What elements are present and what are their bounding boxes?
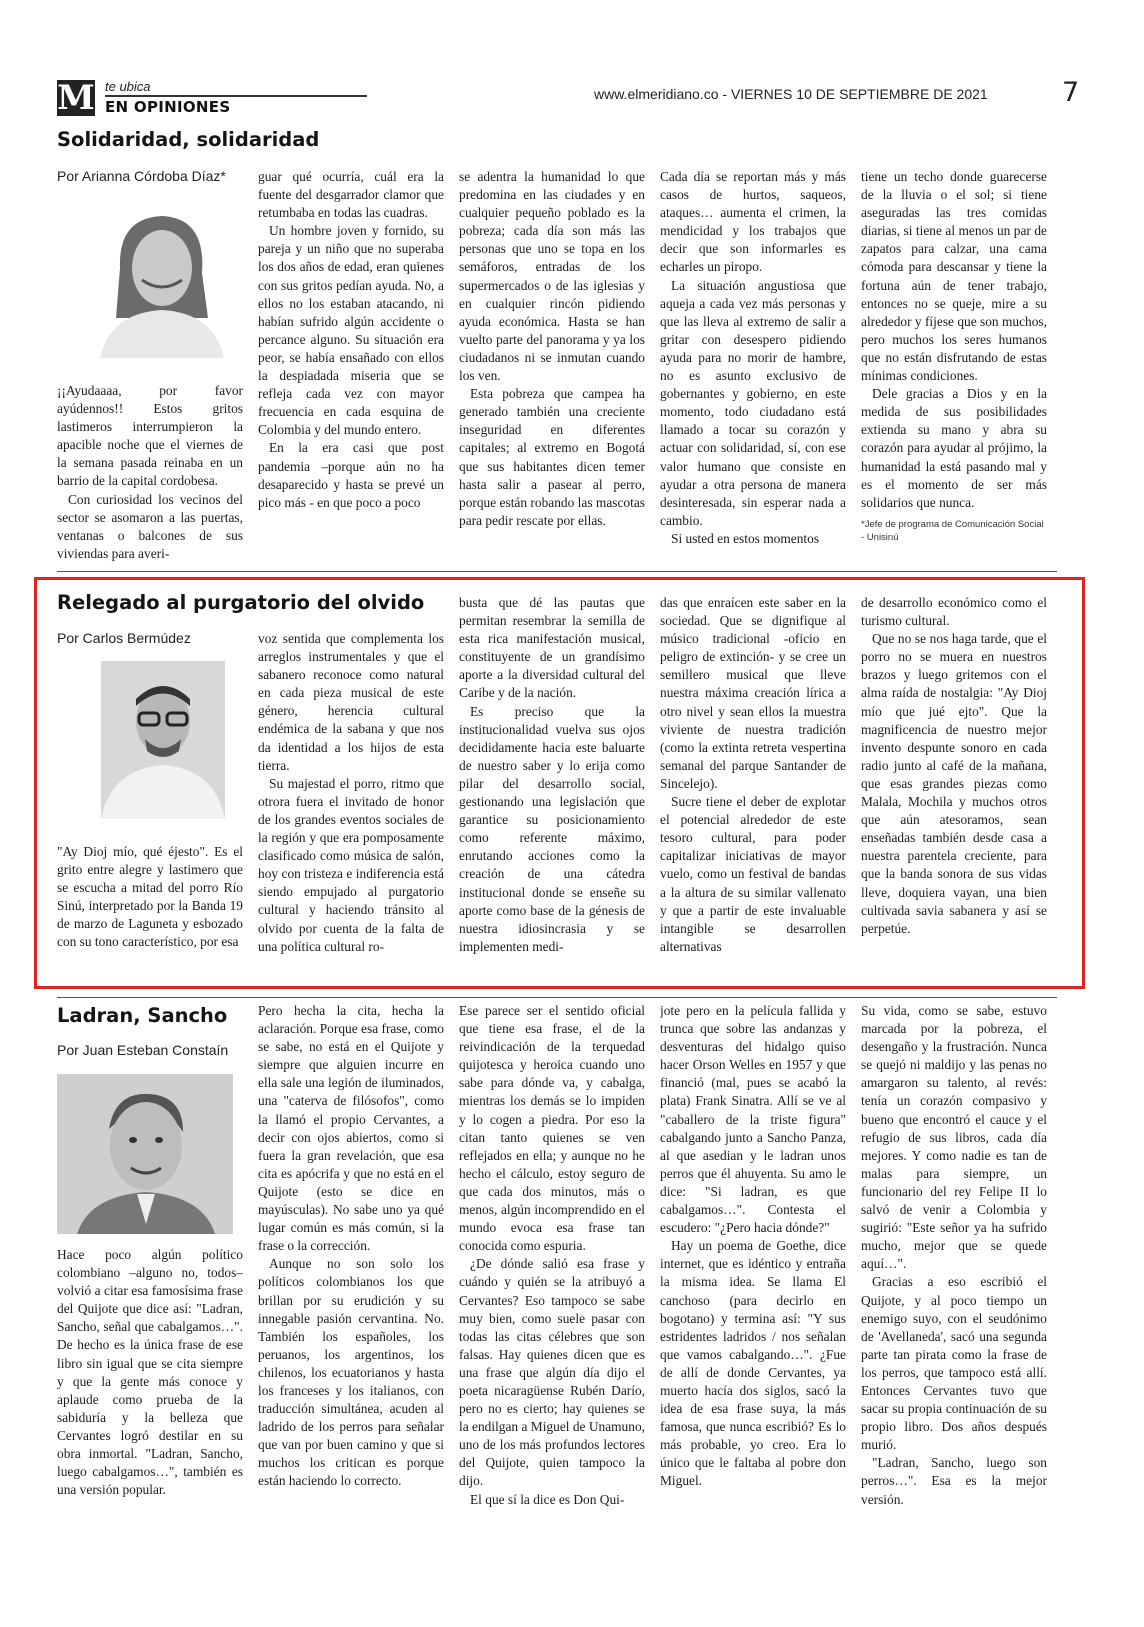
article-solidaridad (57, 126, 1057, 566)
paragraph: ¿De dónde salió esa frase y cuándo y quién se la atribuyó a Cervantes? Eso tampoco se sabe muy bien, como suele pasar con todas las citas célebres que son falsas. Hay quienes dicen que es una frase que algún día dijo el poeta nicaragüense Rubén Darío, pero no es cierto; hay quienes se la endilgan a Miguel de Unamuno, uno de los más profundos lectores del Quijote, quien tampoco la dijo. (459, 1256, 645, 1489)
paragraph: Dele gracias a Dios y en la medida de sus posibilidades extienda su mano y abra su corazón para ayudar al prójimo, la humanidad la está pasando mal y es el momento de ser más solidarios que nunca. (861, 386, 1047, 510)
article-title: Relegado al purgatorio del olvido (57, 591, 425, 614)
man-portrait-icon (101, 661, 225, 819)
paragraph: Hay un poema de Goethe, dice internet, que es idéntico y entraña la misma idea. Se llama El canchoso (para decirlo en bogotano) y termina así: "Y sus estridentes ladridos / nos señalan que vamos cabalgando…". ¿Fue de allí de donde Cervantes, ya muerto hacía dos siglos, sacó la idea de esa frase suya, la más famosa, que nunca escribió? Es lo más probable, yo creo. Era lo único que le faltaba al pobre don Miguel. (660, 1238, 846, 1489)
paragraph: guar qué ocurría, cuál era la fuente del desgarrador clamor que retumbaba en todas las cuadras. (258, 169, 444, 221)
section-divider (57, 571, 1057, 572)
article-ladran-sancho (57, 1002, 1057, 1562)
paragraph: Su vida, como se sabe, estuvo marcada por la pobreza, el desengaño y la frustración. Nunca se quejó ni maldijo y las penas no amargaron su talento, al revés: tenía un corazón compasivo y bueno que encontró el cauce y el refugio de sus libros, cada día mejores. Y como nadie es tan de malas para siempre, un funcionario del rey Felipe II lo salvó de venir a Colombia y sugirió: "Este señor ya ha sufrido mucho, mejor que se quede aquí…". (861, 1003, 1047, 1272)
paragraph: das que enraícen este saber en la sociedad. Que se dignifique al músico tradicional -oficio en peligro de extinción- y se cree un semillero musical que lleve nuestra máxima creación lírica a otro nivel y sean ellos la muestra viviente de nuestra tradición (como la extinta retreta vespertina semanal del parque Santander de Sincelejo). (660, 595, 846, 791)
paragraph: Ese parece ser el sentido oficial que tiene esa frase, el de la reivindicación de la terquedad quijotesca y heroica cuando uno sabe para dónde va, y cabalga, mientras los demás se lo impiden y lo cogen a piedra. Por eso la citan tanto quienes se ven reflejados en ella; y aunque no he hecho el cálculo, estoy seguro de que cada dos minutos, más o menos, algún incomprendido en el mundo evoca esa frase tan conocida como espuria. (459, 1003, 645, 1254)
article-column (57, 843, 243, 969)
author-footnote: *Jefe de programa de Comunicación Social - Unisinú (861, 518, 1044, 543)
paragraph: Su majestad el porro, ritmo que otrora fuera el invitado de honor de los grandes eventos sociales de la región y que era pomposamente clasificado como música de salón, hoy con tristeza e indiferencia está siendo empujado al purgatorio cultural y haciendo tránsito al olvido por cuenta de la falta de una política cultural ro- (258, 775, 444, 954)
paragraph: voz sentida que complementa los arreglos instrumentales y que el sabanero reconoce como natural en cada pieza musical de este género, herencia cultural endémica de la sabana y que nos da identidad a los hijos de esta tierra. (258, 631, 444, 773)
author-photo (90, 198, 232, 358)
paragraph: tiene un techo donde guarecerse de la lluvia o el sol; si tiene aseguradas las tres comidas diarias, si tiene al menos un par de zapatos para calzar, una cama cómoda para descansar y tiene la fortuna aún de tener trabajo, entonces no se queje, mire a su alrededor y fíjese que son muchos, pero muchos los seres humanos que no están disfrutando de estas mínimas condiciones. (861, 169, 1047, 384)
article-column (459, 1002, 645, 1546)
article-column (459, 594, 645, 969)
paragraph: Aunque no son solo los políticos colombianos los que brillan por su erudición y su innegable pasión cervantina. No. También los españoles, los peruanos, los argentinos, los chilenos, los ecuatorianos y hasta los franceses y los italianos, con traducción simultánea, acuden al ladrido de los perros para señalar que van por buen camino y que si muchos los critican es porque están haciendo lo correcto. (258, 1256, 444, 1489)
logo-underline (105, 95, 367, 97)
article-column (57, 382, 243, 562)
article-relegado (57, 591, 1057, 981)
paragraph: En la era casi que post pandemia –porque aún no ha desaparecido y hasta se prevé un pico más - en que poco a poco (258, 440, 444, 510)
newspaper-logo: M (57, 78, 95, 118)
article-column (258, 168, 444, 562)
paragraph: El que sí la dice es Don Qui- (470, 1491, 625, 1507)
article-column (660, 168, 846, 562)
article-column (861, 168, 1047, 562)
paragraph: de desarrollo económico como el turismo cultural. (861, 595, 1047, 629)
author-photo (101, 661, 225, 819)
article-column (660, 594, 846, 969)
article-column (861, 594, 1047, 969)
paragraph: Gracias a eso escribió el Quijote, y al poco tiempo un enemigo suyo, con el seudónimo de 'Avellaneda', sacó una segunda parte tan pirata como la frase de los perros, que tampoco está allí. Entonces Cervantes tuvo que sacar su propia continuación de su propio libro. Dos años después murió. (861, 1274, 1047, 1453)
author-photo (57, 1074, 233, 1234)
page-number: 7 (1062, 77, 1080, 108)
paragraph: se adentra la humanidad lo que predomina en las ciudades y en cualquier pequeño poblado es la pobreza; cada día son más las personas que uno se topa en los semáforos, entradas de los supermercados o de las iglesias y en cualquier rincón pidiendo ayuda económica. Hasta se han vuelto parte del panorama y ya los ciudadanos ni se inmutan cuando los ven. (459, 169, 645, 384)
man-portrait-icon (57, 1074, 233, 1234)
woman-portrait-icon (90, 198, 232, 358)
article-column (258, 1002, 444, 1546)
paragraph: Pero hecha la cita, hecha la aclaración. Porque esa frase, como se sabe, no está en el Quijote y siempre que alguien incurre en ella sale una legión de iluminados, una "caterva de filósofos", como la llamó el propio Cervantes, a decir con ojos abiertos, como si fuera la gran revelación, que esa cita es apócrifa y que no está en el Quijote (esto se dice en mayúsculas). No sabe uno ya qué lugar común es más común, si la frase o la corrección. (258, 1003, 444, 1254)
paragraph: busta que dé las pautas que permitan resembrar la semilla de esta rica manifestación musical, constituyente de un grandísimo aporte a la diversidad cultural del Caribe y de la nación. (459, 595, 645, 701)
section-name: EN OPINIONES (105, 98, 231, 116)
article-byline: Por Juan Esteban Constaín (57, 1042, 229, 1058)
article-column (861, 1002, 1047, 1546)
paragraph: La situación angustiosa que aqueja a cada vez más personas y que las lleva al extremo de salir a gritar con desespero pidiendo ayuda para no morir de hambre, no es asunto exclusivo de gobernantes y gobierno, en este momento, todo ciudadano está llamado a tocar su corazón y actuar con solidaridad, sí, con ese valor humano que consiste en ayudar a otra persona de manera desinteresada, sin esperar nada a cambio. (660, 277, 846, 528)
paragraph: Que no se nos haga tarde, que el porro no se muera en nuestros brazos y luego gritemos con el alma raída de nostalgia: "Ay Dioj mío que jué ejto". Que la magnificencia de nuestro mejor invento despunte sonoro en cada radio junto al café de la mañana, que esas grandes piezas como Malala, Mochila y muchos otros que aún atesoramos, sean enseñadas también desde casa a nuestra parentela creciente, para que la banda sonora de sus vidas lleve, doquiera vayan, una bien cultivada savia sabanera y así se perpetúe. (861, 631, 1047, 936)
paragraph: Es preciso que la institucionalidad vuelva sus ojos decididamente hacia este baluarte de nuestro saber y lo erija como pilar del desarrollo social, gestionando una legislación que garantice su posicionamiento como referente máximo, enrutando acciones como la creación de una cátedra institucional donde se enseñe su aporte como base de la génesis de nuestra idiosincrasia y se implementen medi- (459, 703, 645, 954)
paragraph: "Ladran, Sancho, luego son perros…". Esa es la mejor versión. (861, 1455, 1047, 1507)
article-byline: Por Carlos Bermúdez (57, 630, 191, 646)
article-title: Ladran, Sancho (57, 1004, 228, 1027)
article-column (258, 630, 444, 969)
paragraph: "Ay Dioj mío, qué éjesto". Es el grito entre alegre y lastimero que se escucha a mitad del porro Río Sinú, interpretado por la Banda 19 de marzo de Laguneta y esbozado con su tono característico, por esa (57, 844, 243, 950)
paragraph: Sucre tiene el deber de explotar el potencial alrededor de este tesoro cultural, para poder capitalizar iniciativas de mayor vuelo, como un festival de bandas a la altura de su similar vallenato y que a partir de este invaluable intangible se desarrollen alternativas (660, 794, 846, 954)
paragraph: jote pero en la película fallida y trunca que sobre las andanzas y desventuras del hidalgo quiso hacer Orson Welles en 1957 y que financió (mal, pues se acabó la plata) Frank Sinatra. Allí se ve al "caballero de la triste figura" cabalgando junto a Sancho Panza, al que asedian y le ladran unos perros que él ahuyenta. Su amo le dice: "Si ladran, es que cabalgamos…". Contesta el escudero: "¿Pero hacia dónde?" (660, 1003, 846, 1236)
article-column (459, 168, 645, 562)
article-title: Solidaridad, solidaridad (57, 128, 320, 151)
paragraph: Si usted en estos momentos (671, 530, 820, 546)
site-and-date: www.elmeridiano.co - VIERNES 10 DE SEPTIEMBRE DE 2021 (594, 86, 988, 102)
logo-tagline: te ubica (105, 79, 151, 94)
article-column (660, 1002, 846, 1546)
paragraph: Con curiosidad los vecinos del sector se asomaron a las puertas, ventanas o balcones de sus viviendas para averi- (57, 491, 243, 561)
paragraph: Un hombre joven y fornido, su pareja y un niño que no superaba los dos años de edad, eran quienes con sus gritos pedían ayuda. No, a ellos no los estaban atacando, ni habían sufrido algún accidente o percance alguno. Su situación era peor, se había ensañado con ellos la despiadada miseria que se refleja cada vez con mayor frecuencia en cada esquina de Colombia y del mundo entero. (258, 223, 444, 438)
paragraph: Hace poco algún político colombiano –alguno no, todos– volvió a citar esa famosísima frase del Quijote que dice así: "Ladran, Sancho, señal que cabalgamos…". De hecho es la única frase de ese libro sin igual que se cita siempre y que la gente más conoce y aplaude como prueba de la sabiduría y la belleza que Cervantes logró destilar en su obra inmortal. "Ladran, Sancho, luego cabalgamos…", también es una versión popular. (57, 1247, 243, 1498)
paragraph: ¡¡Ayudaaaa, por favor ayúdennos!! Estos gritos lastimeros interrumpieron la apacible noche que el viernes de la semana pasada reinaba en un barrio de la capital cordobesa. (57, 383, 243, 489)
paragraph: Esta pobreza que campea ha generado también una creciente inseguridad en diferentes capitales; al extremo en Bogotá que sus habitantes dicen temer hasta salir a pasear al perro, porque están robando las mascotas para pedir rescate por ellas. (459, 386, 645, 528)
masthead (57, 77, 1080, 119)
article-column (57, 1246, 243, 1546)
section-divider (57, 997, 1057, 998)
article-byline: Por Arianna Córdoba Díaz* (57, 168, 226, 184)
paragraph: Cada día se reportan más y más casos de hurtos, saqueos, ataques… aumenta el crimen, la mendicidad y los trabajos que decir que son informarles es echarles un piropo. (660, 169, 846, 275)
